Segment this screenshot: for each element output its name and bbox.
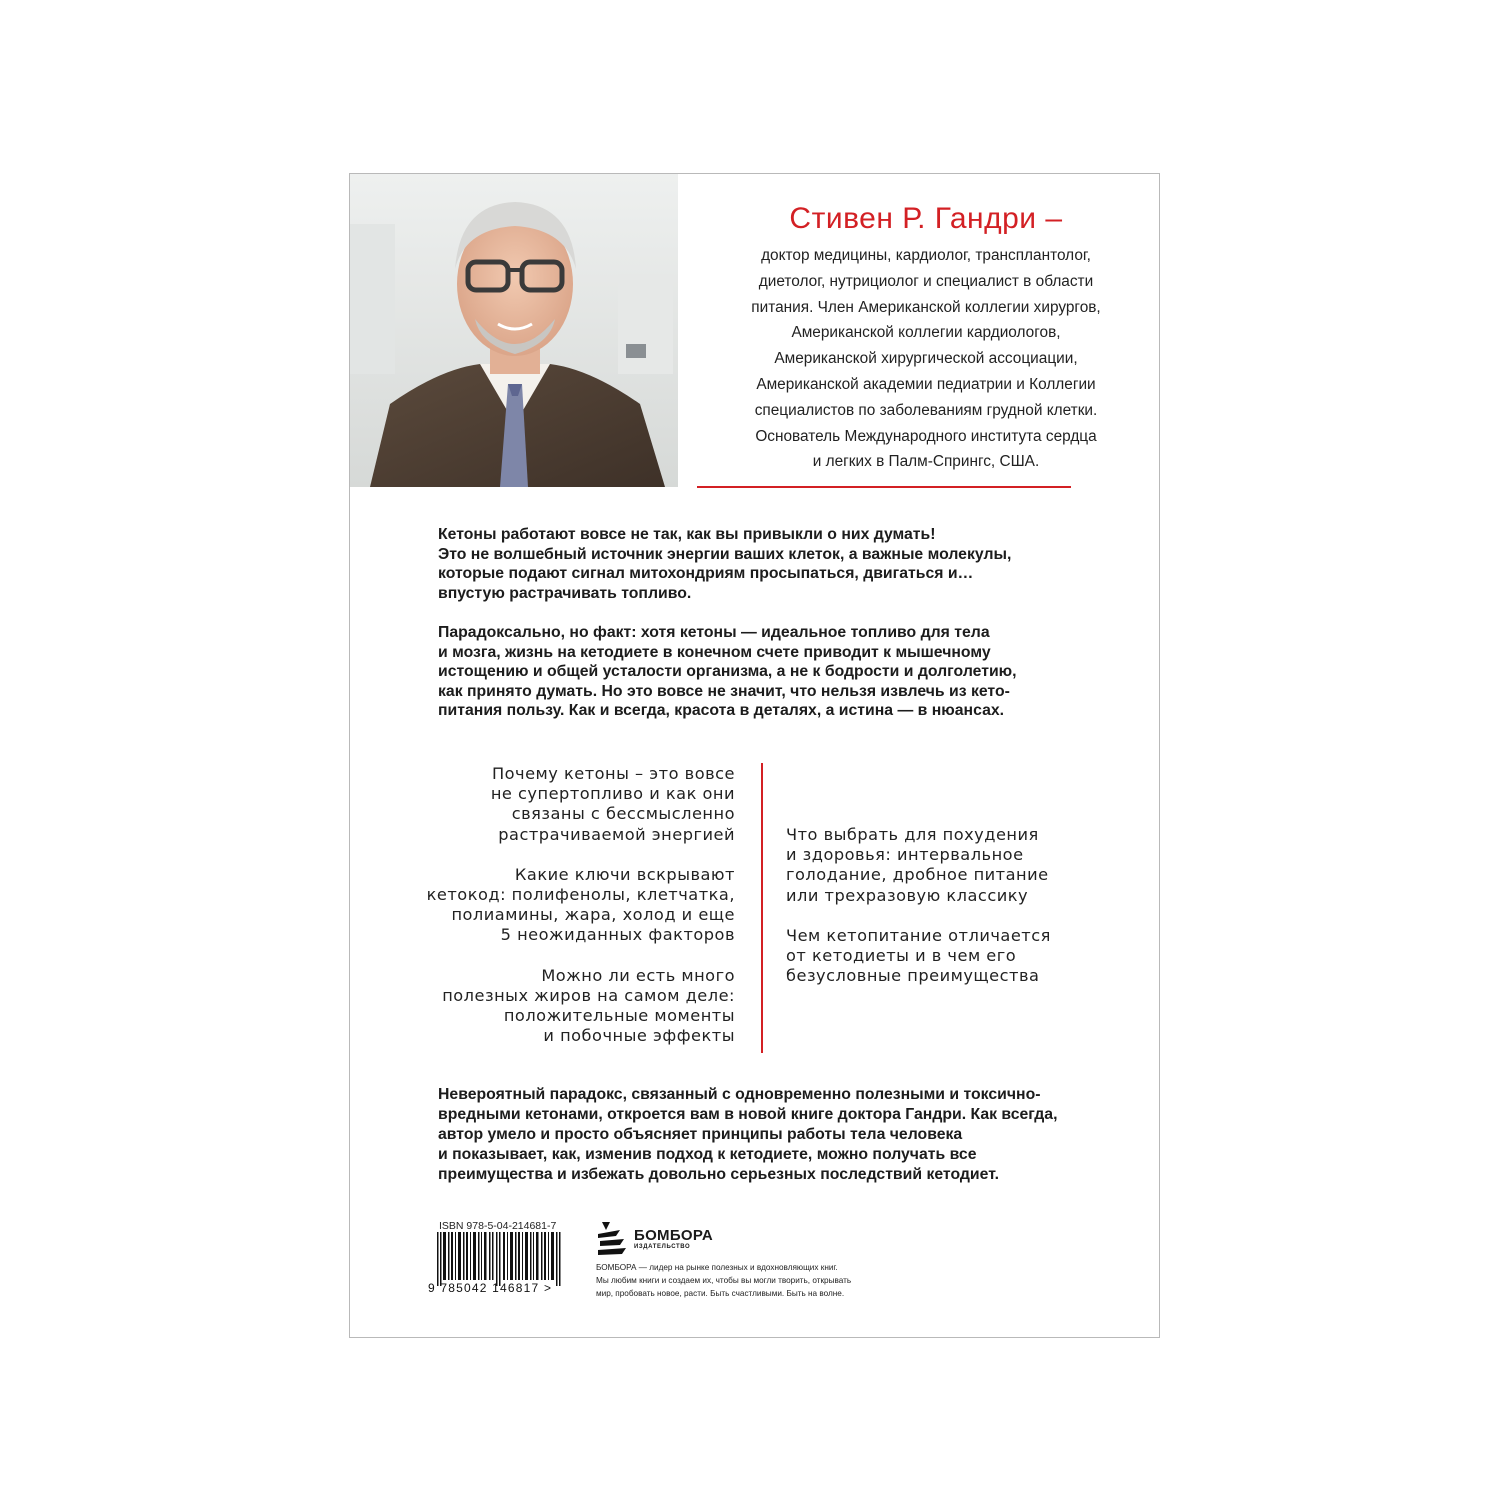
feature-item [380, 966, 735, 1047]
paragraph-line: Парадоксально, но факт: хотя кетоны — идеальное топливо для тела [438, 624, 990, 641]
feature-line: положительные моменты [503, 1006, 735, 1026]
paragraph-line: Это не волшебный источник энергии ваших клеток, а важные молекулы, [438, 545, 1012, 563]
bio-line: доктор медицины, кардиолог, трансплантолог, [761, 247, 1091, 264]
publisher-subtitle: ИЗДАТЕЛЬСТВО [634, 1244, 691, 1250]
isbn-label: ISBN 978-5-04-214681-7 [439, 1220, 557, 1232]
bio-line: специалистов по заболеваниям грудной клетки. [754, 401, 1098, 419]
feature-item [786, 926, 1106, 987]
paragraph-emphasis: впустую растрачивать топливо. [438, 584, 692, 602]
author-name: Стивен Р. Гандри – [789, 202, 1063, 235]
bio-divider [697, 486, 1071, 488]
barcode-digits: 9 785042 146817 > [428, 1281, 553, 1295]
bio-line: Американской коллегии кардиологов, [791, 324, 1061, 342]
feature-item [786, 825, 1106, 906]
publisher-logo-icon [596, 1220, 632, 1258]
paragraph-line: и показывает, как, изменив подход к кетодиете, можно получать все [438, 1146, 977, 1163]
feature-line: Чем кетопитание отличается [786, 925, 1051, 945]
intro-paragraph-2 [438, 623, 1078, 721]
bio-line: Американской хирургической ассоциации, [774, 350, 1078, 368]
publisher-description [596, 1261, 926, 1300]
bio-line: Основатель Международного института сердца [755, 427, 1097, 445]
feature-line: и здоровья: интервальное [786, 845, 1024, 865]
feature-line: голодание, дробное питание [786, 865, 1049, 885]
bio-line: диетолог, нутрициолог и специалист в области [758, 272, 1094, 290]
feature-item [380, 764, 735, 845]
back-cover [349, 173, 1160, 1338]
intro-paragraph-1 [438, 525, 1078, 603]
feature-line: Почему кетоны – это вовсе [491, 764, 735, 783]
barcode-image [437, 1232, 561, 1286]
feature-line: или трехразовую классику [786, 885, 1029, 905]
feature-line: Что выбрать для похудения [786, 825, 1039, 844]
feature-line: кетокод: полифенолы, клетчатка, [426, 885, 735, 905]
feature-line: не супертопливо и как они [490, 784, 735, 804]
feature-line: 5 неожиданных факторов [500, 925, 735, 945]
feature-line: растрачиваемой энергией [498, 824, 735, 844]
features-divider [761, 763, 763, 1053]
feature-line: полезных жиров на самом деле: [442, 985, 735, 1005]
publisher-line: Мы любим книги и создаем их, чтобы вы могли творить, открывать [596, 1276, 852, 1285]
feature-line: связаны с бессмысленно [511, 804, 735, 824]
paragraph-line: преимущества и избежать довольно серьезных последствий кетодиет. [438, 1166, 999, 1183]
publisher-line: мир, пробовать новое, расти. Быть счастливыми. Быть на волне. [596, 1289, 845, 1298]
feature-line: Какие ключи вскрывают [514, 864, 735, 884]
paragraph-line: как принято думать. Но это вовсе не значит, что нельзя извлечь из кето- [438, 682, 1010, 700]
feature-line: от кетодиеты и в чем его [786, 946, 1017, 966]
feature-line: и побочные эффекты [543, 1026, 735, 1046]
paragraph-line: автор умело и просто объясняет принципы работы тела человека [438, 1126, 963, 1143]
bio-line: и легких в Палм-Спрингс, США. [812, 453, 1040, 471]
author-portrait-image [350, 174, 678, 487]
author-photo [350, 174, 678, 487]
features-right-column [786, 825, 1106, 1006]
paragraph-line: которые подают сигнал митохондриям просыпаться, двигаться и… [438, 565, 974, 583]
bio-line: Американской академии педиатрии и Коллегии [756, 375, 1096, 393]
bio-line: питания. Член Американской коллегии хирургов, [751, 298, 1101, 316]
closing-paragraph [438, 1085, 1088, 1185]
publisher-name: БОМБОРА [634, 1227, 714, 1244]
feature-line: безусловные преимущества [786, 966, 1040, 986]
feature-line: полиамины, жара, холод и еще [451, 905, 735, 925]
paragraph-line: истощению и общей усталости организма, а не к бодрости и долголетию, [438, 663, 1017, 681]
paragraph-line: и мозга, жизнь на кетодиете в конечном счете приводит к мышечному [438, 643, 991, 661]
features-left-column [380, 764, 735, 1066]
paragraph-line: питания пользу. Как и всегда, красота в деталях, а истина — в нюансах. [438, 702, 1005, 720]
feature-item [380, 865, 735, 946]
paragraph-line: Кетоны работают вовсе не так, как вы привыкли о них думать! [438, 526, 936, 543]
paragraph-line: вредными кетонами, откроется вам в новой книге доктора Гандри. Как всегда, [438, 1106, 1058, 1123]
publisher-line: БОМБОРА — лидер на рынке полезных и вдохновляющих книг. [596, 1263, 838, 1272]
feature-line: Можно ли есть много [541, 965, 735, 985]
paragraph-line: Невероятный парадокс, связанный с одновременно полезными и токсично- [438, 1086, 1041, 1103]
author-bio [696, 243, 1156, 475]
